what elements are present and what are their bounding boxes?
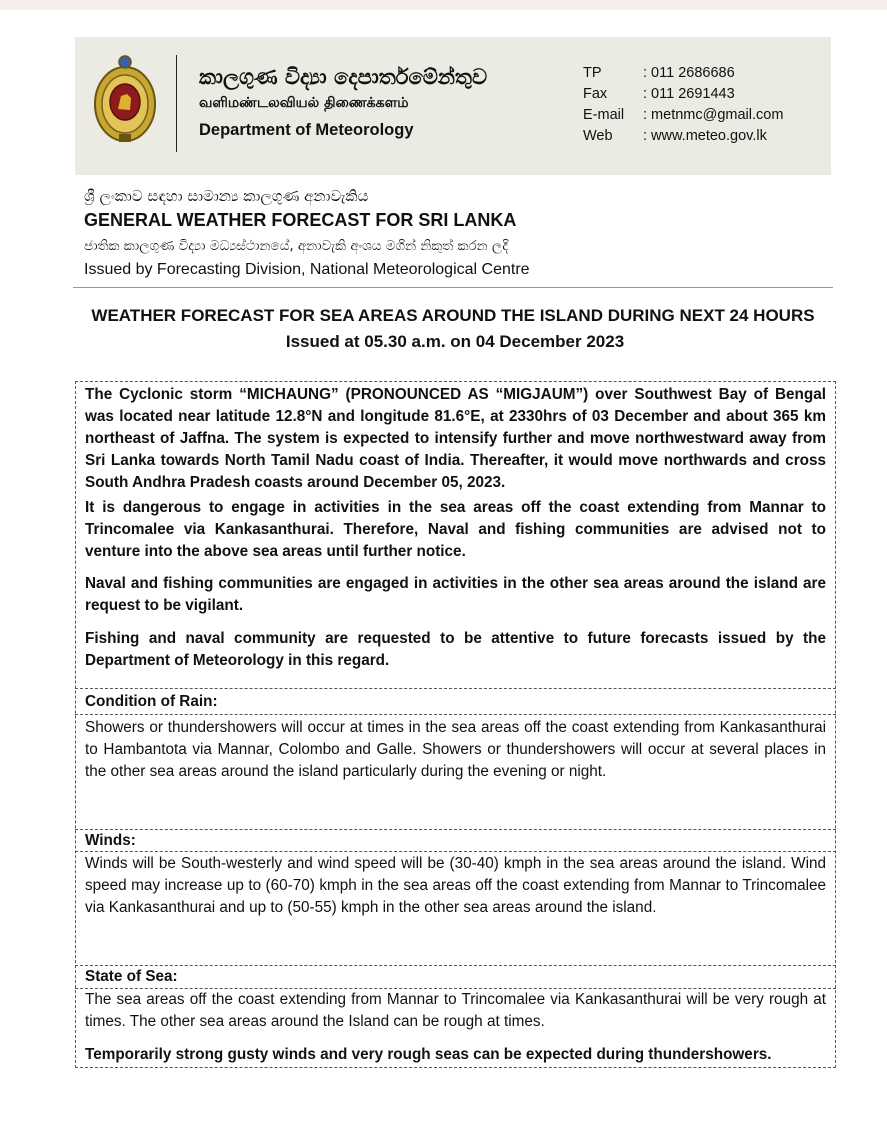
contact-label: E-mail [583,107,625,123]
top-band [0,0,887,10]
sri-lanka-emblem-icon [93,54,157,144]
advisory-paragraph-4: Fishing and naval community are requested to be attentive to future forecasts issued by the Department of Meteorology in this regard. [85,630,826,669]
rain-text: Showers or thundershowers will occur at times in the sea areas off the coast extending from Kankasanthurai to Hambantota via Mannar, Colombo and Galle. Showers or thundershowers will occur at several places in the other sea areas around the island particularly during the evening or night. [85,719,826,780]
table-rule [75,851,836,852]
winds-text: Winds will be South-westerly and wind speed will be (30-40) kmph in the sea areas around the island. Wind speed may increase up to (60-70) kmph in the sea areas off the coast extending from Mannar to Trincomalee via Kankasanthurai and up to (50-55) kmph in the other sea areas around the island. [85,855,826,916]
contact-value: : 011 2686686 [643,65,735,81]
table-rule [75,688,836,689]
department-name-english: Department of Meteorology [199,121,414,139]
issuer-english: Issued by Forecasting Division, National Meteorological Centre [84,261,530,278]
table-rule [75,829,836,830]
contact-fax [583,84,783,105]
sea-text: The sea areas off the coast extending from Mannar to Trincomalee via Kankasanthurai will be very rough at times. The other sea areas around the Island can be rough at times. [85,991,826,1030]
winds-heading: Winds: [85,832,136,849]
letterhead [75,37,831,175]
contact-value: : 011 2691443 [643,86,735,102]
section-divider [73,287,833,288]
rain-heading: Condition of Rain: [85,693,218,710]
forecast-title: WEATHER FORECAST FOR SEA AREAS AROUND THE ISLAND DURING NEXT 24 HOURS [91,306,815,325]
contact-label: TP [583,65,602,81]
contact-label: Fax [583,86,608,102]
contact-info [583,63,783,147]
department-name-block [199,63,487,143]
forecast-heading-block [84,184,530,281]
contact-label: Web [583,128,613,144]
thunderstorm-warning: Temporarily strong gusty winds and very rough seas can be expected during thundershowers. [85,1046,772,1063]
contact-value: : www.meteo.gov.lk [643,128,767,144]
header-divider [176,55,177,152]
contact-email [583,105,783,126]
issuer-sinhala: ජාතික කාලගුණ විද්‍යා මධ්‍යස්ථානයේ, අනාවැකි අංශය මගින් නිකුත් කරන ලදි [84,238,509,254]
table-rule [75,714,836,715]
advisory-paragraph-2: It is dangerous to engage in activities in the sea areas off the coast extending from Mannar to Trincomalee via Kankasanthurai. Therefore, Naval and fishing communities are advised not to venture into the above sea areas until further notice. [85,499,826,560]
contact-value: : metnmc@gmail.com [643,107,784,123]
forecast-issued-time: Issued at 05.30 a.m. on 04 December 2023 [285,332,625,351]
department-name-tamil: வளிமண்டலவியல் திணைக்களம் [199,95,409,111]
advisory-paragraph-1: The Cyclonic storm “MICHAUNG” (PRONOUNCED AS “MIGJAUM”) over Southwest Bay of Bengal was located near latitude 12.8°N and longitude 81.6°E, at 2330hrs of 03 December and about 365 km northeast of Jaffna. The system is expected to intensify further and move northwestward away from Sri Lanka towards North Tamil Nadu coast of India. Thereafter, it would move northwards and cross South Andhra Pradesh coasts around December 05, 2023. [85,386,826,491]
sea-heading: State of Sea: [85,968,178,985]
advisory-paragraph-3: Naval and fishing communities are engaged in activities in the other sea areas around the island are request to be vigilant. [85,575,826,614]
department-name-sinhala: කාලගුණ විද්‍යා දෙපාර්තමේන්තුව [199,65,488,89]
contact-web [583,126,783,147]
table-rule [75,965,836,966]
title-sinhala: ශ්‍රී ලංකාව සඳහා සාමාන්‍ය කාලගුණ අනාවැකිය [84,187,369,205]
contact-phone [583,63,783,84]
title-english: GENERAL WEATHER FORECAST FOR SRI LANKA [84,210,517,230]
